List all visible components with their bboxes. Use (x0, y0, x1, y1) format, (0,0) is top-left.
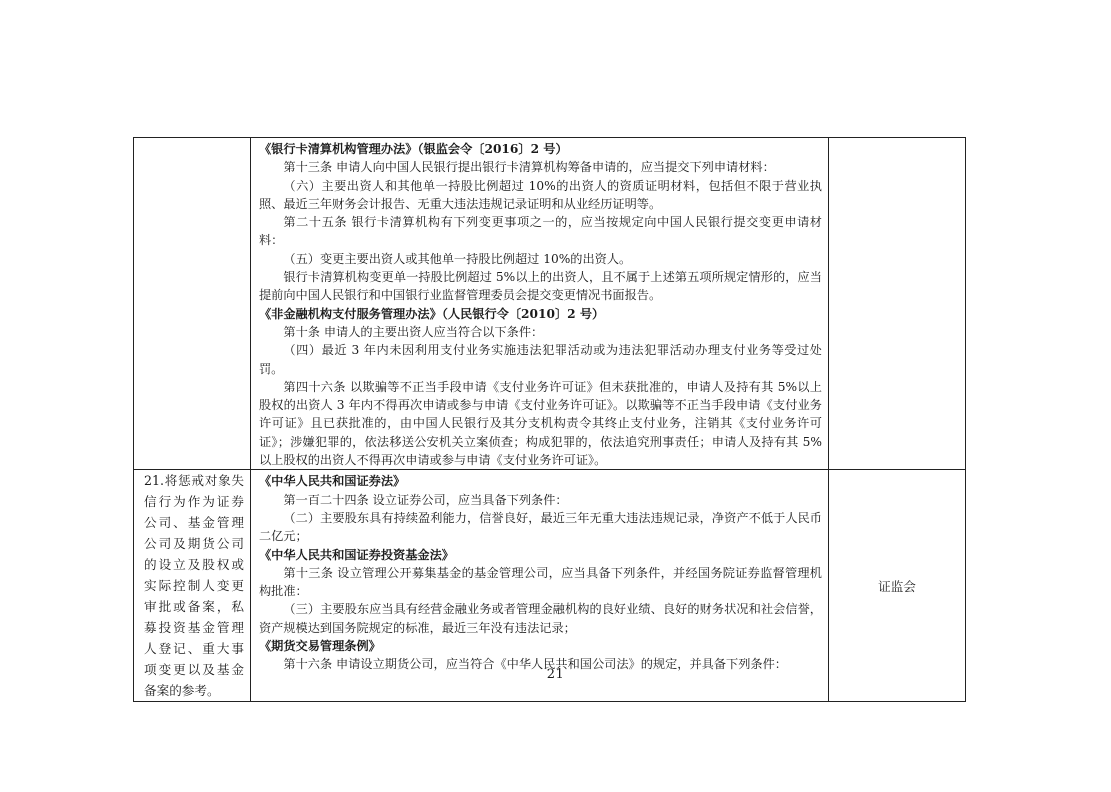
measure-item-text: 21.将惩戒对象失信行为作为证券公司、基金管理公司及期货公司的设立及股权或实际控制人变更审批或备案，私募投资基金管理人登记、重大事项变更以及基金备案的参考。 (144, 473, 244, 699)
item-cell (134, 138, 251, 470)
legal-basis-cell (251, 138, 829, 470)
clause-paragraph: 第十三条 申请人向中国人民银行提出银行卡清算机构筹备申请的，应当提交下列申请材料： (283, 160, 775, 175)
clause-paragraph: 第十三条 设立管理公开募集基金的基金管理公司，应当具备下列条件，并经国务院证券监督管理机构批准： (259, 565, 822, 599)
regulation-table (133, 137, 966, 702)
clause-paragraph: （四）最近 3 年内未因利用支付业务实施违法犯罪活动或为违法犯罪活动办理支付业务等受过处罚。 (259, 343, 822, 376)
law-title: 《银行卡清算机构管理办法》（银监会令〔2016〕2 号） (259, 142, 568, 156)
clause-paragraph: 第十条 申请人的主要出资人应当符合以下条件： (283, 324, 544, 339)
department-cell (829, 138, 966, 470)
clause-paragraph: （五）变更主要出资人或其他单一持股比例超过 10%的出资人。 (283, 251, 632, 266)
clause-paragraph: 第一百二十四条 设立证券公司，应当具备下列条件： (283, 492, 568, 507)
table-row (134, 138, 966, 470)
clause-paragraph: 第十六条 申请设立期货公司，应当符合《中华人民共和国公司法》的规定，并具备下列条件： (283, 657, 787, 672)
clause-paragraph: 银行卡清算机构变更单一持股比例超过 5%以上的出资人，且不属于上述第五项所规定情形的，应当提前向中国人民银行和中国银行业监督管理委员会提交变更情况书面报告。 (259, 270, 822, 303)
clause-paragraph: 第四十六条 以欺骗等不正当手段申请《支付业务许可证》但未获批准的，申请人及持有其 5%以上股权的出资人 3 年内不得再次申请或参与申请《支付业务许可证》。以欺骗等不正当手段申请《支付业务许可证》且已获批准的，由中国人民银行及其分支机构责令其终止支付业务，注销其《支付业务许可证》；涉嫌犯罪的，依法移送公安机关立案侦查；构成犯罪的，依法追究刑事责任；申请人及持有其 5%以上股权的出资人不得再次申请或参与申请《支付业务许可证》。 (259, 379, 822, 468)
law-title: 《中华人民共和国证券法》 (259, 474, 406, 489)
law-title: 《中华人民共和国证券投资基金法》 (259, 547, 454, 562)
clause-paragraph: （三）主要股东应当具有经营金融业务或者管理金融机构的良好业绩、良好的财务状况和社会信誉，资产规模达到国务院规定的标准，最近三年没有违法记录； (259, 602, 822, 635)
law-title: 《非金融机构支付服务管理办法》（人民银行令〔2010〕2 号） (259, 306, 605, 321)
clause-paragraph: （二）主要股东具有持续盈利能力，信誉良好，最近三年无重大违法违规记录，净资产不低于人民币二亿元； (259, 510, 822, 544)
law-title: 《期货交易管理条例》 (259, 639, 381, 654)
clause-paragraph: 第二十五条 银行卡清算机构有下列变更事项之一的，应当按规定向中国人民银行提交变更申请材料： (259, 215, 822, 248)
page-number: 21 (546, 667, 565, 682)
clause-paragraph: （六）主要出资人和其他单一持股比例超过 10%的出资人的资质证明材料，包括但不限于营业执照、最近三年财务会计报告、无重大违法违规记录证明和从业经历证明等。 (259, 178, 822, 211)
department-name: 证监会 (878, 579, 916, 595)
